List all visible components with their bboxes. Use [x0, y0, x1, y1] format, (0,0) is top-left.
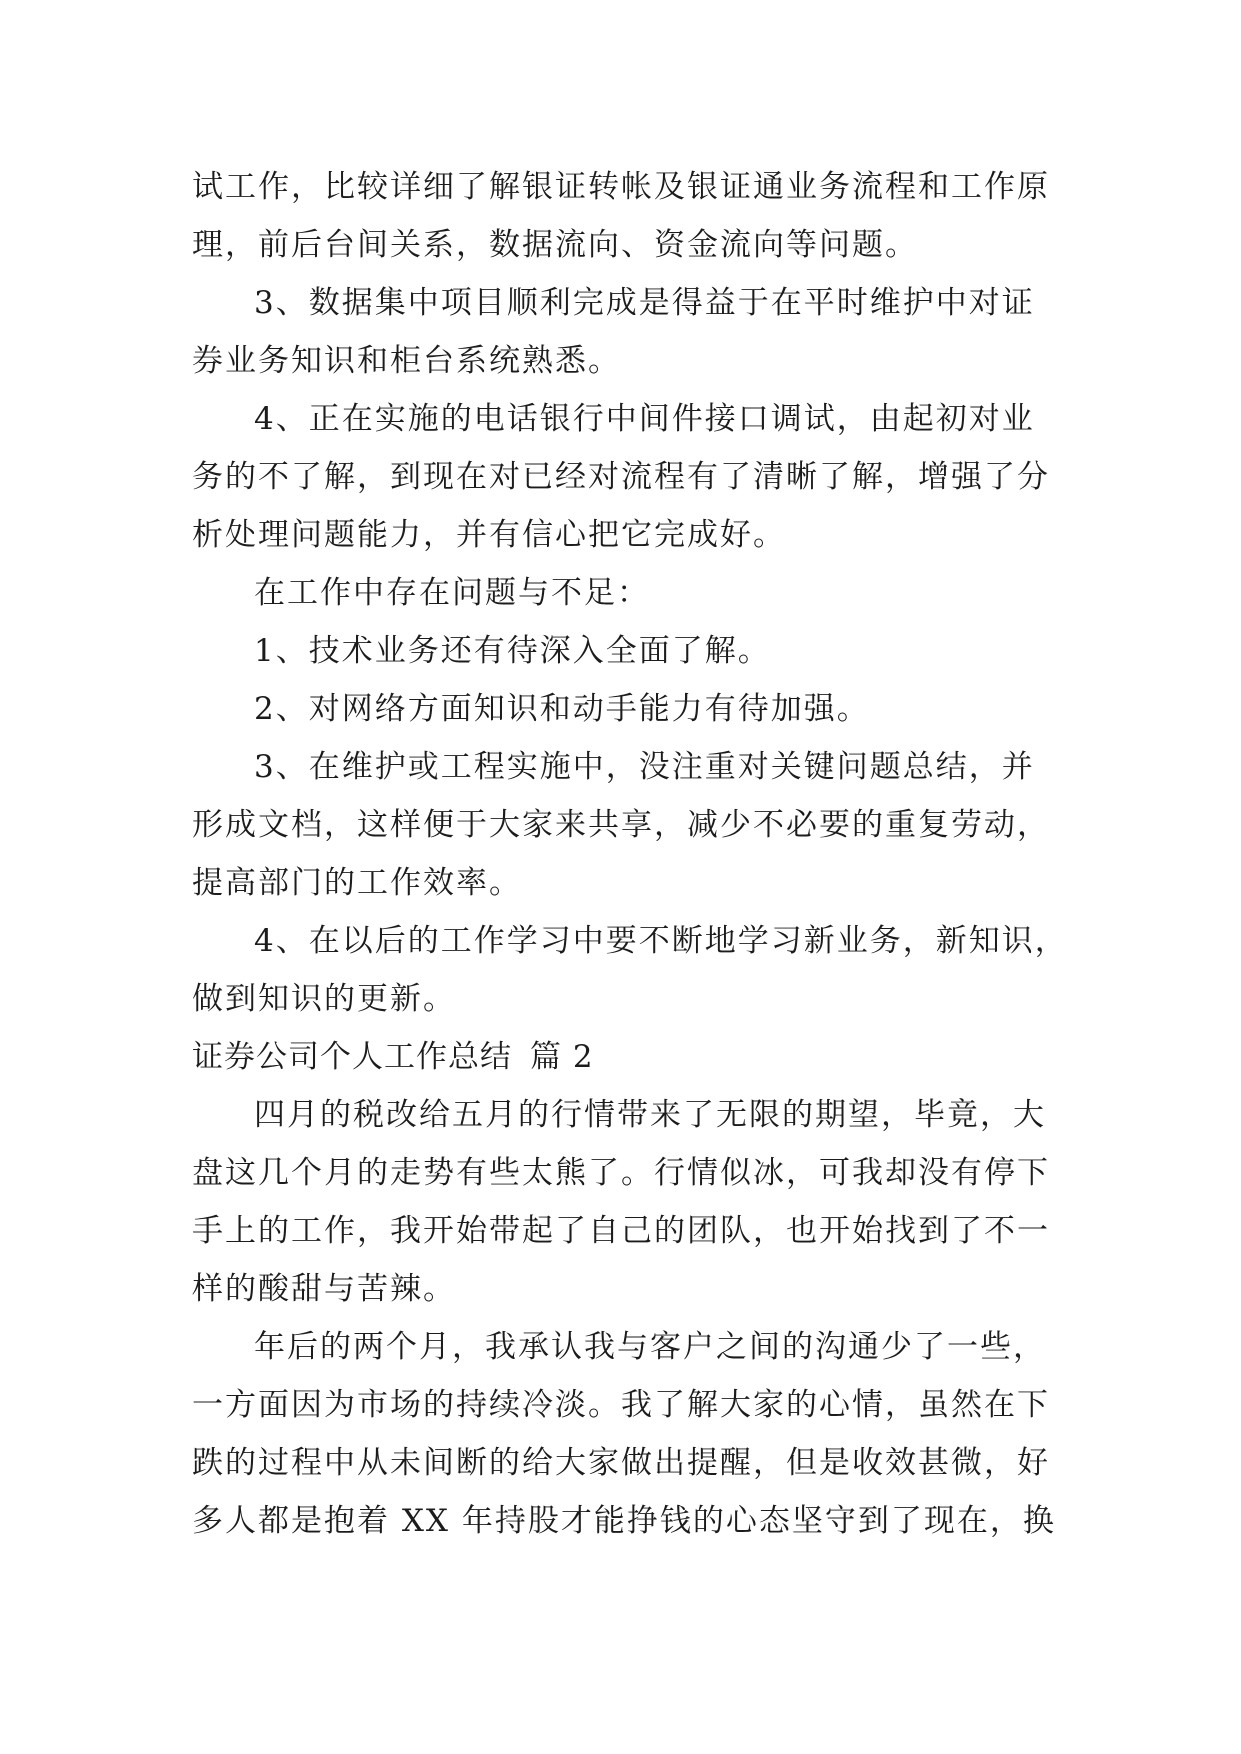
text-line: 手上的工作，我开始带起了自己的团队，也开始找到了不一 [192, 1213, 1050, 1249]
text-line: 跌的过程中从未间断的给大家做出提醒，但是收效甚微，好 [192, 1445, 1050, 1481]
text-line: 年后的两个月，我承认我与客户之间的沟通少了一些， [254, 1329, 1046, 1365]
section-heading [192, 1028, 1052, 1086]
text-line: 3、在维护或工程实施中，没注重对关键问题总结，并 [254, 749, 1035, 785]
text-line: 多人都是抱着 XX 年持股才能挣钱的心态坚守到了现在，换 [192, 1503, 1056, 1539]
text-line: 3、数据集中项目顺利完成是得益于在平时维护中对证 [254, 285, 1035, 321]
text-line: 提高部门的工作效率。 [192, 865, 522, 901]
text-line: 盘这几个月的走势有些太熊了。行情似冰，可我却没有停下 [192, 1155, 1050, 1191]
text-line: 理，前后台间关系，数据流向、资金流向等问题。 [192, 227, 918, 263]
text-line: 2、对网络方面知识和动手能力有待加强。 [254, 691, 870, 727]
text-line: 四月的税改给五月的行情带来了无限的期望，毕竟，大 [254, 1097, 1046, 1133]
text-line: 1、技术业务还有待深入全面了解。 [254, 633, 771, 669]
text-line: 4、在以后的工作学习中要不断地学习新业务，新知识， [254, 923, 1068, 959]
text-line: 做到知识的更新。 [192, 981, 456, 1017]
text-line: 形成文档，这样便于大家来共享，减少不必要的重复劳动， [192, 807, 1050, 843]
text-line: 在工作中存在问题与不足： [254, 575, 650, 611]
text-line: 务的不了解，到现在对已经对流程有了清晰了解，增强了分 [192, 459, 1050, 495]
text-line: 4、正在实施的电话银行中间件接口调试，由起初对业 [254, 401, 1035, 437]
text-line: 一方面因为市场的持续冷淡。我了解大家的心情，虽然在下 [192, 1387, 1050, 1423]
document-body [192, 158, 1068, 1550]
text-line: 券业务知识和柜台系统熟悉。 [192, 343, 621, 379]
section-heading-part: 篇 2 [530, 1039, 594, 1075]
text-line: 样的酸甜与苦辣。 [192, 1271, 456, 1307]
text-line: 试工作，比较详细了解银证转帐及银证通业务流程和工作原 [192, 169, 1050, 205]
section-heading-title: 证券公司个人工作总结 [192, 1039, 512, 1075]
text-line: 析处理问题能力，并有信心把它完成好。 [192, 517, 786, 553]
